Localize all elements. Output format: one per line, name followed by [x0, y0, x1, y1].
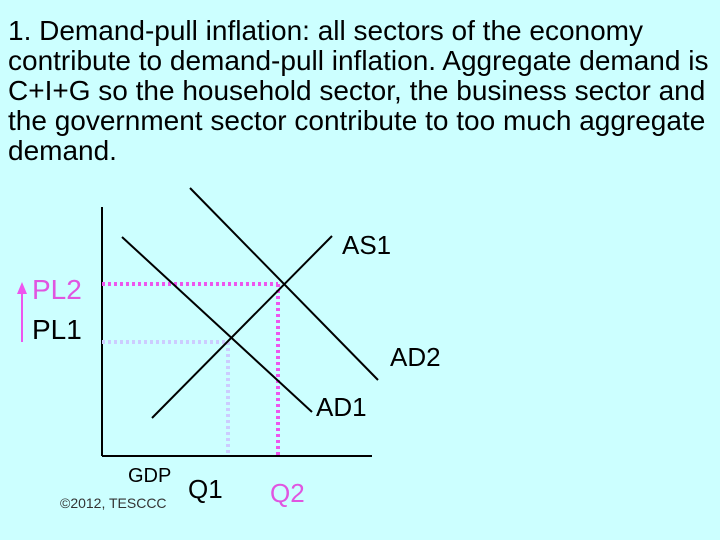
ad1-curve — [122, 237, 312, 412]
ad1-label: AD1 — [316, 392, 367, 422]
slide-text: 1. Demand-pull inflation: all sectors of the economy contribute to demand-pull inflation. Aggregate demand is C+I+G so the household sector, the business sector and the government sector contribute to too much aggregate demand. — [8, 15, 709, 166]
pl2-label: PL2 — [32, 274, 82, 305]
q2-label: Q2 — [270, 478, 305, 508]
copyright-text: ©2012, TESCCC — [60, 495, 167, 511]
price-increase-arrow-icon — [17, 282, 27, 294]
gdp-label: GDP — [128, 465, 172, 487]
q1-label: Q1 — [188, 474, 223, 504]
as1-label: AS1 — [342, 230, 392, 260]
as1-curve — [152, 236, 332, 418]
pl1-label: PL1 — [32, 314, 82, 345]
ad2-label: AD2 — [390, 342, 441, 372]
